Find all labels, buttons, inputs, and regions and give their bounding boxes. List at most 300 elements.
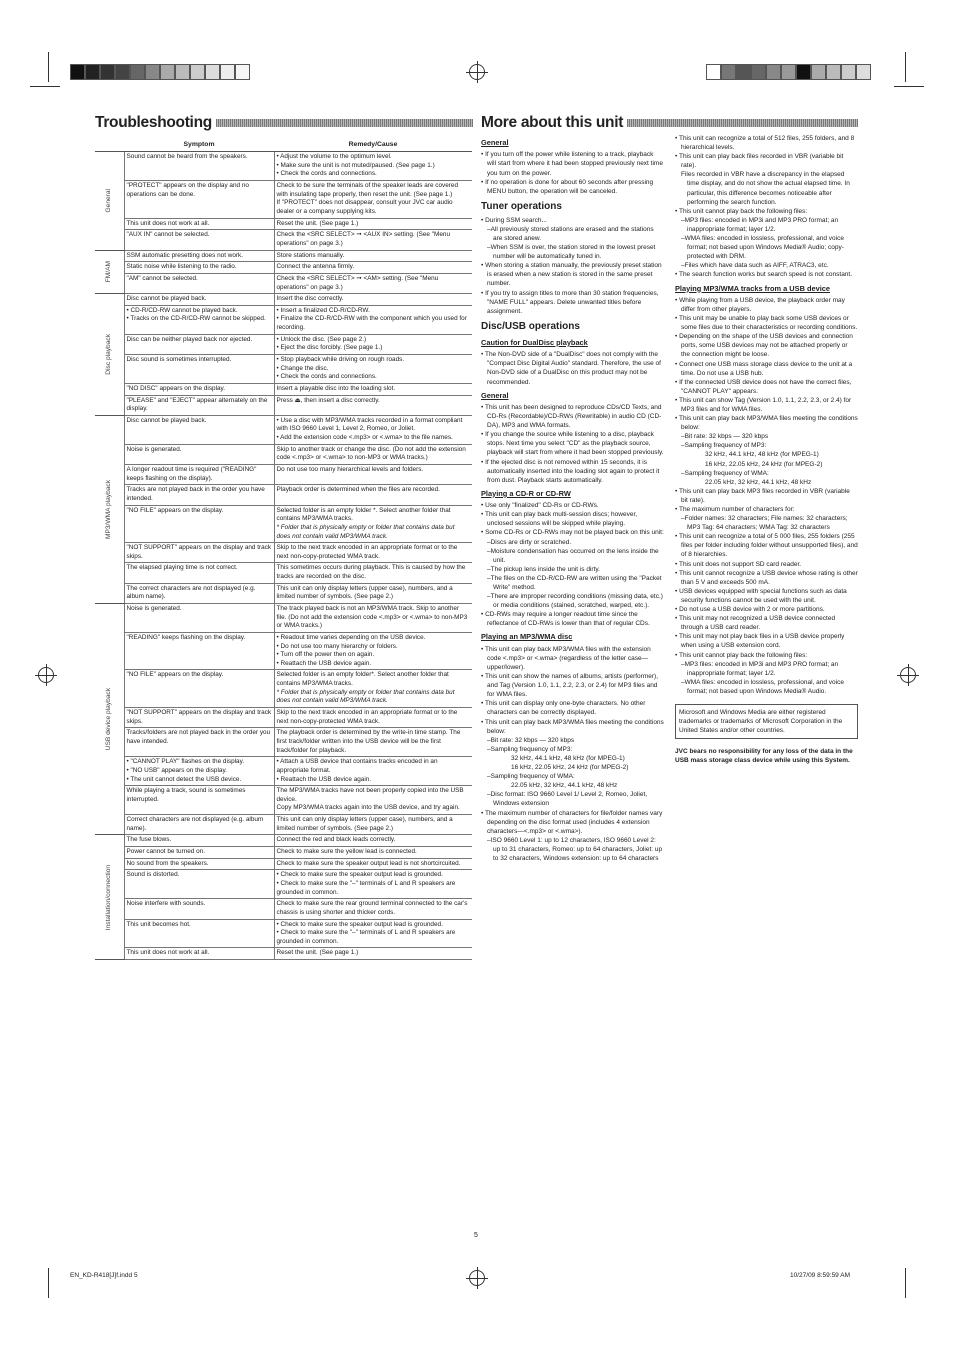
disclaimer: JVC bears no responsibility for any loss of the data in the USB mass storage class device while using this System.	[675, 748, 853, 765]
remedy-cell	[274, 728, 472, 757]
symptom-cell	[124, 262, 274, 274]
symptom-text: Disc cannot be played back.	[126, 295, 207, 303]
remedy-text: Do not use too many hierarchical levels and folders.	[276, 466, 424, 474]
table-row	[95, 670, 472, 708]
remedy-text: Skip to the next track encoded in an appropriate format or to the next non-copy-protected WMA track.	[276, 544, 458, 560]
remedy-cell	[274, 354, 472, 383]
table-row	[95, 919, 472, 948]
symptom-text: Noise is generated.	[126, 445, 182, 453]
symptom-cell	[124, 670, 274, 708]
bullet-list	[675, 487, 858, 505]
remedy-cell	[274, 757, 472, 786]
symptom-cell	[124, 294, 274, 306]
symptom-cell	[124, 919, 274, 948]
symptom-cell	[124, 444, 274, 464]
table-row	[95, 395, 472, 415]
subsection-heading: General	[481, 138, 509, 147]
bullet-item: • This unit cannot recognize a USB device whose rating is other than 5 V and exceeds 500 mA.	[675, 569, 858, 587]
crop-mark	[48, 1268, 49, 1298]
category-label: General	[104, 189, 112, 213]
bullet-item: • The search function works but search speed is not constant.	[675, 270, 858, 279]
symptom-text: "AUX IN" cannot be selected.	[126, 231, 210, 239]
symptom-cell	[124, 152, 274, 181]
remedy-item: • Stop playback while driving on rough roads.	[277, 356, 471, 365]
symptom-cell	[124, 632, 274, 670]
remedy-item: • Reattach the USB device again.	[277, 660, 471, 669]
remedy-cell	[274, 858, 472, 870]
symptom-text: "NOT SUPPORT" appears on the display and track skips.	[126, 709, 272, 725]
symptom-text: Noise interfere with sounds.	[126, 900, 206, 908]
remedy-cell	[274, 383, 472, 395]
remedy-list	[277, 417, 471, 443]
remedy-item: • Check to make sure the speaker output lead is grounded.	[277, 871, 471, 880]
symptom-text: A longer readout time is required ("READING" keeps flashing on the display).	[126, 466, 257, 482]
bullet-list	[481, 510, 664, 528]
sub-item: –Disc format: ISO 9660 Level 1/ Level 2, Romeo, Joliet, Windows extension	[487, 791, 648, 808]
category-cell	[95, 294, 124, 416]
registration-crosshair-icon	[469, 1270, 485, 1286]
table-row	[95, 465, 472, 485]
subsection-heading: General	[481, 390, 509, 400]
crop-mark	[48, 52, 49, 82]
sub-sub-item: 16 kHz, 22.05 kHz, 24 kHz (for MPEG-2)	[705, 460, 823, 468]
symptom-cell	[124, 708, 274, 728]
registration-bar-left	[70, 64, 250, 80]
bullet-item: • This unit can play back MP3/WMA files meeting the conditions below:	[481, 718, 664, 736]
bullet-item: • The maximum number of characters for:	[675, 505, 858, 514]
category-cell	[95, 604, 124, 835]
remedy-text: If "PROTECT" does not disappear, consult your JVC car audio dealer or a company supplying kits.	[276, 199, 453, 216]
bullet-list	[675, 505, 858, 514]
bullet-list	[481, 261, 664, 288]
subsection-heading: Playing MP3/WMA tracks from a USB device	[675, 283, 830, 293]
table-row	[95, 485, 472, 505]
table-row	[95, 899, 472, 919]
category-label: FM/AM	[104, 261, 112, 283]
bullet-item: • This unit may not play back files in a USB device properly when using a USB extension cord.	[675, 632, 858, 650]
sub-item: –The files on the CD-R/CD-RW are written using the "Packet Write" method.	[487, 574, 662, 591]
sub-item: –WMA files: encoded in lossless, professional, and voice format; not based upon Windows Media® Audio; copy-protected with DRM.	[681, 235, 844, 261]
remedy-item: • Turn off the power then on again.	[277, 651, 471, 660]
bullet-item: • While playing from a USB device, the playback order may differ from other players.	[675, 296, 858, 314]
table-row	[95, 815, 472, 835]
remedy-item: • Eject the disc forcibly. (See page 1.)	[277, 344, 471, 353]
remedy-item: • Make sure the unit is not muted/paused. (See page 1.)	[277, 162, 471, 171]
symptom-text: Disc can be neither played back nor ejected.	[126, 335, 253, 343]
crop-mark	[905, 1268, 906, 1298]
remedy-item: • Readout time varies depending on the USB device.	[277, 634, 471, 643]
remedy-cell	[274, 273, 472, 293]
bullet-list	[675, 396, 858, 414]
remedy-text: Check to make sure the rear ground terminal connected to the car's chassis is using shorter and thicker cords.	[276, 900, 468, 916]
symptom-cell	[124, 543, 274, 563]
bullet-item: • The maximum number of characters for file/folder names vary depending on the disc format used (includes 4 extension characters—<.mp3> or <.wma>).	[481, 809, 664, 836]
table-row	[95, 294, 472, 306]
remedy-text: The playback order is determined by the write-in time stamp. The first track/folder written into the USB device will be the first track/folder for playback.	[276, 729, 461, 754]
bullet-list	[675, 378, 858, 396]
bullet-item: • This unit can show Tag (Version 1.0, 1.1, 2.2, 2.3, or 2.4) for MP3 files and for WMA files.	[675, 396, 858, 414]
symptom-text: • "NO USB" appears on the display.	[126, 766, 227, 774]
registration-crosshair-icon	[900, 667, 916, 683]
remedy-text: Skip to another track or change the disc. (Do not add the extension code <.mp3> or <.wma> to non-MP3 or WMA tracks.)	[276, 445, 466, 462]
remedy-text: Reset the unit. (See page 1.)	[276, 219, 359, 227]
remedy-text: Selected folder is an empty folder *. Select another folder that contains MP3/WMA tracks.	[276, 506, 451, 523]
bullet-list	[675, 614, 858, 632]
remedy-text: Insert a playable disc into the loading slot.	[276, 384, 396, 392]
sub-sub-item: 32 kHz, 44.1 kHz, 48 kHz (for MPEG-1)	[511, 754, 625, 762]
symptom-cell	[124, 583, 274, 603]
remedy-cell	[274, 415, 472, 444]
bullet-list	[481, 645, 664, 672]
symptom-text: The elapsed playing time is not correct.	[126, 564, 238, 572]
remedy-cell	[274, 948, 472, 960]
bullet-list	[481, 699, 664, 717]
bullet-item: • When storing a station manually, the previously preset station is erased when a new station is stored in the same preset number.	[481, 261, 664, 288]
sub-item: –Moisture condensation has occurred on the lens inside the unit.	[487, 547, 659, 564]
symptom-cell	[124, 786, 274, 815]
bullet-list	[481, 178, 664, 196]
bullet-list	[675, 314, 858, 332]
symptom-text: • CD-R/CD-RW cannot be played back.	[126, 306, 238, 314]
remedy-text: Check to make sure the speaker output lead is not shortcircuited.	[276, 859, 461, 867]
sub-item: –Files which have data such as AIFF, ATRAC3, etc.	[681, 262, 829, 270]
bullet-item: • This unit can play back MP3 files recorded in VBR (variable bit rate).	[675, 487, 858, 505]
symptom-cell	[124, 948, 274, 960]
remedy-list	[277, 307, 471, 333]
symptom-cell	[124, 334, 274, 354]
table-row	[95, 870, 472, 899]
table-row	[95, 305, 472, 334]
paragraph: Files recorded in VBR have a discrepancy in the elapsed time display, and do not show the actual elapsed time. In particular, this difference becomes noticeable after performing the search function.	[681, 171, 850, 206]
symptom-cell	[124, 858, 274, 870]
remedy-text: This unit can only display letters (upper case), numbers, and a limited number of symbols. (See page 2.)	[276, 816, 453, 832]
remedy-item: • Finalize the CD-R/CD-RW with the component which you used for recording.	[277, 315, 471, 332]
symptom-text: This unit does not work at all.	[126, 949, 210, 957]
more-about-heading	[481, 114, 858, 132]
bullet-list	[675, 152, 858, 170]
sub-item: –Sampling frequency of WMA:	[487, 773, 575, 781]
sub-item: –Discs are dirty or scratched.	[487, 538, 572, 546]
symptom-text: Correct characters are not displayed (e.g. album name).	[126, 816, 264, 832]
symptom-text: "NO FILE" appears on the display.	[126, 671, 224, 679]
remedy-text: Connect the antenna firmly.	[276, 263, 355, 271]
more-about-title: More about this unit	[481, 114, 624, 131]
remedy-text: Connect the red and black leads correctly.	[276, 836, 396, 844]
bullet-item: • This unit can recognize a total of 512 files, 255 folders, and 8 hierarchical levels.	[675, 134, 858, 152]
remedy-cell	[274, 835, 472, 847]
sub-item: –MP3 files: encoded in MP3i and MP3 PRO format; an inappropriate format; layer 1/2.	[681, 660, 839, 677]
remedy-note: * Folder that is physically empty or folder that contains data but does not contain valid MP3/WMA track.	[276, 688, 455, 705]
category-label: Disc playback	[104, 334, 112, 375]
bullet-list	[481, 350, 664, 386]
symptom-cell	[124, 415, 274, 444]
sub-item: –WMA files: encoded in lossless, professional, and voice format; not based upon Windows Media® Audio.	[681, 678, 844, 695]
remedy-cell	[274, 444, 472, 464]
symptom-cell	[124, 485, 274, 505]
bullet-list	[675, 532, 858, 559]
remedy-cell	[274, 670, 472, 708]
symptom-text: "READING" keeps flashing on the display.	[126, 633, 246, 641]
bullet-item: • This unit can recognize a total of 5 000 files, 255 folders (255 files per folder including folder without unsupported files), and of 8 hierarchies.	[675, 532, 858, 559]
bullet-list	[481, 672, 664, 699]
heading-rule	[627, 119, 858, 127]
symptom-cell	[124, 815, 274, 835]
remedy-item: • Add the extension code <.mp3> or <.wma> to the file names.	[277, 434, 471, 443]
sub-item: –ISO 9660 Level 1: up to 12 characters, ISO 9660 Level 2: up to 31 characters, Romeo: up to 64 characters, Joliet: up to 32 characters, Windows extension: up to 64 characters	[487, 836, 663, 862]
remedy-cell	[274, 583, 472, 603]
remedy-cell	[274, 847, 472, 859]
remedy-text: Check the <SRC SELECT> ➞ <AM> setting. (See "Menu operations" on page 3.)	[276, 274, 439, 291]
symptom-text: This unit becomes hot.	[126, 920, 191, 928]
bullet-item: • This unit can play back files recorded in VBR (variable bit rate).	[675, 152, 858, 170]
symptom-cell	[124, 847, 274, 859]
symptom-text: "NO DISC" appears on the display.	[126, 384, 226, 392]
table-row	[95, 728, 472, 757]
sub-sub-item: 16 kHz, 22.05 kHz, 24 kHz (for MPEG-2)	[511, 764, 629, 772]
remedy-cell	[274, 543, 472, 563]
symptom-text: • The unit cannot detect the USB device.	[126, 775, 242, 783]
remedy-cell	[274, 604, 472, 633]
symptom-text: Sound is distorted.	[126, 871, 180, 879]
remedy-list	[277, 634, 471, 669]
bullet-item: • This unit cannot play back the following files:	[675, 651, 858, 660]
category-cell	[95, 415, 124, 603]
symptom-cell	[124, 250, 274, 262]
symptom-text: Static noise while listening to the radio.	[126, 263, 237, 271]
footer-timestamp: 10/27/09 8:59:59 AM	[790, 1272, 850, 1279]
category-label: Installation/connection	[104, 864, 112, 930]
remedy-text: Copy MP3/WMA tracks again into the USB device, and try again.	[276, 804, 460, 812]
subsection-heading: Playing an MP3/WMA disc	[481, 632, 573, 642]
remedy-cell	[274, 563, 472, 583]
symptom-cell	[124, 383, 274, 395]
bullet-item: • If you try to assign titles to more than 30 station frequencies, "NAME FULL" appears. Delete unwanted titles before assignment.	[481, 289, 664, 316]
bullet-list	[675, 569, 858, 587]
symptom-cell	[124, 395, 274, 415]
bullet-item: • If no operation is done for about 60 seconds after pressing MENU button, the operation will be canceled.	[481, 178, 664, 196]
bullet-item: • Depending on the shape of the USB devices and connection ports, some USB devices may not be attached properly or the connection might be loose.	[675, 332, 858, 359]
bullet-item: • During SSM search...	[481, 216, 664, 225]
bullet-list	[481, 216, 664, 225]
footer-filename: EN_KD-R418[J]f.indd 5	[70, 1272, 138, 1279]
troubleshooting-heading	[95, 114, 473, 132]
symptom-cell	[124, 218, 274, 230]
symptom-text: SSM automatic presetting does not work.	[126, 251, 244, 259]
remedy-item: • Do not use too many hierarchy or folders.	[277, 643, 471, 652]
table-row	[95, 273, 472, 293]
crop-mark	[894, 86, 924, 87]
remedy-text: This sometimes occurs during playback. This is caused by how the tracks are recorded on the disc.	[276, 564, 466, 581]
symptom-text: Sound cannot be heard from the speakers.	[126, 153, 248, 161]
remedy-item: • Check the cords and connections.	[277, 373, 471, 382]
remedy-item: • Adjust the volume to the optimum level.	[277, 153, 471, 162]
category-cell	[95, 250, 124, 294]
remedy-text: Reset the unit. (See page 1.)	[276, 949, 359, 957]
table-row	[95, 563, 472, 583]
remedy-cell	[274, 465, 472, 485]
symptom-cell	[124, 230, 274, 250]
bullet-item: • If you turn off the power while listening to a track, playback will start from where it had been stopped previously next time you turn on the power.	[481, 150, 664, 177]
crop-mark	[30, 86, 60, 87]
remedy-cell	[274, 334, 472, 354]
category-cell	[95, 835, 124, 960]
remedy-cell	[274, 505, 472, 543]
registration-bar-right	[706, 64, 871, 80]
sub-item: –Folder names: 32 characters; File names: 32 characters; MP3 Tag: 64 characters; WMA Tag: 32 characters	[681, 515, 848, 532]
table-row	[95, 218, 472, 230]
bullet-list	[675, 207, 858, 216]
bullet-list	[481, 403, 664, 430]
symptom-cell	[124, 899, 274, 919]
remedy-list	[277, 871, 471, 897]
table-row	[95, 583, 472, 603]
remedy-item: • Change the disc.	[277, 365, 471, 374]
symptom-text: While playing a track, sound is sometimes interrupted.	[126, 787, 246, 803]
remedy-text: Check the <SRC SELECT> ➞ <AUX IN> setting. (See "Menu operations" on page 3.)	[276, 231, 451, 247]
more-about-column-2	[675, 134, 858, 765]
remedy-item: • Check to make sure the "–" terminals of L and R speakers are grounded in common.	[277, 880, 471, 897]
heading-rule	[216, 119, 473, 127]
table-row	[95, 250, 472, 262]
remedy-cell	[274, 230, 472, 250]
remedy-cell	[274, 815, 472, 835]
symptom-cell	[124, 465, 274, 485]
bullet-item: • This unit may not recognized a USB device connected through a USB card reader.	[675, 614, 858, 632]
bullet-list	[675, 360, 858, 378]
table-row	[95, 262, 472, 274]
bullet-list	[675, 270, 858, 279]
remedy-item: • Reattach the USB device again.	[277, 776, 471, 785]
table-row	[95, 835, 472, 847]
bullet-item: • If you change the source while listening to a disc, playback stops. Next time you select "CD" as the playback source, playback will start from where it had been stopped previously.	[481, 430, 664, 457]
remedy-item: • Unlock the disc. (See page 2.)	[277, 336, 471, 345]
bullet-list	[675, 632, 858, 650]
remedy-list	[277, 758, 471, 784]
sub-item: –There are improper recording conditions (missing data, etc.) or media conditions (stained, scratched, warped, etc.).	[487, 593, 663, 610]
symptom-text: Disc sound is sometimes interrupted.	[126, 355, 232, 363]
more-about-column-1	[481, 134, 664, 863]
remedy-cell	[274, 262, 472, 274]
bullet-item: • USB devices equipped with special functions such as data security functions cannot be used with the unit.	[675, 587, 858, 605]
symptom-text: Power cannot be turned on.	[126, 848, 206, 856]
remedy-cell	[274, 395, 472, 415]
bullet-item: • Use only "finalized" CD-Rs or CD-RWs.	[481, 501, 664, 510]
remedy-item: • Use a disc with MP3/WMA tracks recorded in a format compliant with ISO 9660 Level 1, Level 2, Romeo, or Joliet.	[277, 417, 471, 434]
registration-crosshair-icon	[469, 64, 485, 80]
remedy-list	[277, 356, 471, 382]
bullet-list	[675, 560, 858, 569]
bullet-list	[481, 458, 664, 485]
category-label: MP3/WMA playback	[104, 479, 112, 539]
table-row	[95, 948, 472, 960]
table-header-row	[95, 138, 472, 152]
remedy-cell	[274, 250, 472, 262]
symptom-cell	[124, 835, 274, 847]
remedy-cell	[274, 632, 472, 670]
symptom-cell	[124, 354, 274, 383]
crop-mark	[905, 52, 906, 82]
symptom-text: Noise is generated.	[126, 605, 182, 612]
bullet-list	[481, 501, 664, 510]
sub-sub-item: 22.05 kHz, 32 kHz, 44.1 kHz, 48 kHz	[511, 782, 618, 790]
bullet-list	[675, 651, 858, 660]
sub-item: –When SSM is over, the station stored in the lowest preset number will be automatically tuned in.	[487, 244, 656, 261]
table-row	[95, 181, 472, 219]
symptom-cell	[124, 870, 274, 899]
sub-item: –Sampling frequency of MP3:	[681, 442, 767, 450]
table-row	[95, 415, 472, 444]
bullet-list	[481, 150, 664, 177]
bullet-list	[481, 430, 664, 457]
sub-item: –MP3 files: encoded in MP3i and MP3 PRO format; an inappropriate format; layer 1/2.	[681, 216, 839, 233]
sub-item: –Sampling frequency of WMA:	[681, 469, 769, 477]
bullet-item: • Some CD-Rs or CD-RWs may not be played back on this unit:	[481, 528, 664, 537]
symptom-cell	[124, 604, 274, 633]
sub-sub-item: 32 kHz, 44.1 kHz, 48 kHz (for MPEG-1)	[705, 451, 819, 459]
remedy-text: Store stations manually.	[276, 251, 345, 259]
symptom-text: "PROTECT" appears on the display and no operations can be done.	[126, 182, 249, 198]
bullet-item: • The Non-DVD side of a "DualDisc" does not comply with the "Compact Disc Digital Audio" standard. Therefore, the use of Non-DVD side of a DualDisc on this product may not be recommended.	[481, 350, 664, 386]
symptom-text: "AM" cannot be selected.	[126, 274, 198, 282]
bullet-item: • CD-RWs may require a longer readout time since the reflectance of CD-RWs is lower than that of regular CDs.	[481, 610, 664, 628]
header-symptom: Symptom	[124, 138, 274, 152]
remedy-cell	[274, 305, 472, 334]
trademark-notice: Microsoft and Windows Media are either registered trademarks or trademarks of Microsoft Corporation in the United States and/or other countries.	[675, 704, 858, 739]
bullet-item: • This unit may be unable to play back some USB devices or some files due to their characteristics or recording conditions.	[675, 314, 858, 332]
remedy-list	[277, 153, 471, 179]
bullet-item: • Connect one USB mass storage class device to the unit at a time. Do not use a USB hub.	[675, 360, 858, 378]
registration-crosshair-icon	[38, 667, 54, 683]
table-row	[95, 543, 472, 563]
remedy-text: Skip to the next track encoded in an appropriate format or to the next non-copy-protected WMA track.	[276, 709, 458, 725]
table-body	[95, 152, 472, 960]
category-label: USB device playback	[104, 688, 112, 751]
bullet-item: • If the ejected disc is not removed within 15 seconds, it is automatically inserted into the loading slot again to protect it from dust. Playback starts automatically.	[481, 458, 664, 485]
bullet-list	[675, 587, 858, 605]
bullet-list	[481, 289, 664, 316]
remedy-cell	[274, 152, 472, 181]
remedy-text: Insert the disc correctly.	[276, 295, 344, 303]
symptom-text: Tracks/folders are not played back in the order you have intended.	[126, 729, 271, 745]
bullet-list	[481, 718, 664, 736]
symptom-cell	[124, 563, 274, 583]
sub-sub-item: 22.05 kHz, 32 kHz, 44.1 kHz, 48 kHz	[705, 478, 812, 486]
symptom-text: No sound from the speakers.	[126, 859, 209, 867]
remedy-text: Selected folder is an empty folder*. Select another folder that contains MP3/WMA tracks.	[276, 671, 449, 688]
symptom-text: • "CANNOT PLAY" flashes on the display.	[126, 758, 245, 766]
remedy-cell	[274, 870, 472, 899]
table-row	[95, 847, 472, 859]
symptom-text: The fuse blows.	[126, 836, 172, 844]
table-row	[95, 757, 472, 786]
subsection-heading: Playing a CD-R or CD-RW	[481, 488, 571, 498]
symptom-text: Disc cannot be played back.	[126, 416, 207, 424]
table-row	[95, 230, 472, 250]
bullet-item: • This unit does not support SD card reader.	[675, 560, 858, 569]
category-cell	[95, 152, 124, 250]
remedy-text: Playback order is determined when the files are recorded.	[276, 486, 440, 494]
symptom-cell	[124, 728, 274, 757]
remedy-cell	[274, 181, 472, 219]
bullet-list	[481, 528, 664, 537]
remedy-text: Check to be sure the terminals of the speaker leads are covered with insulating tape properly, then reset the unit. (See page 1.)	[276, 182, 459, 198]
remedy-cell	[274, 708, 472, 728]
bullet-item: • This unit can show the names of albums, artists (performer), and Tag (Version 1.0, 1.1, 2.2, 2.3, or 2.4) for MP3 files and for WMA files.	[481, 672, 664, 699]
table-row	[95, 786, 472, 815]
bullet-item: • This unit can play back MP3/WMA files with the extension code <.mp3> or <.wma> (regardless of the letter case—upper/lower).	[481, 645, 664, 672]
remedy-item: • Check to make sure the "–" terminals of L and R speakers are grounded in common.	[277, 929, 471, 946]
remedy-list	[277, 921, 471, 947]
